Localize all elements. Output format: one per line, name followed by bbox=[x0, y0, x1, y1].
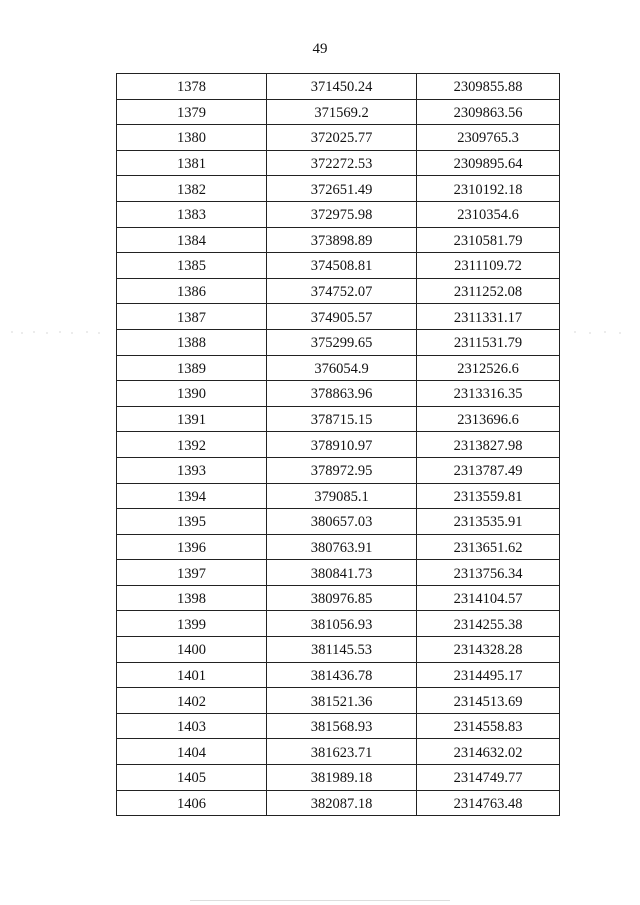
point-number-cell: 1398 bbox=[117, 585, 267, 611]
x-coordinate-cell: 380841.73 bbox=[267, 560, 417, 586]
y-coordinate-cell: 2314513.69 bbox=[417, 688, 560, 714]
y-coordinate-cell: 2310192.18 bbox=[417, 176, 560, 202]
point-number-cell: 1378 bbox=[117, 74, 267, 100]
y-coordinate-cell: 2310354.6 bbox=[417, 201, 560, 227]
point-number-cell: 1402 bbox=[117, 688, 267, 714]
table-row bbox=[117, 790, 560, 816]
y-coordinate-cell: 2309895.64 bbox=[417, 150, 560, 176]
point-number-cell: 1383 bbox=[117, 201, 267, 227]
scan-noise-graphic bbox=[0, 328, 640, 338]
x-coordinate-cell: 379085.1 bbox=[267, 483, 417, 509]
y-coordinate-cell: 2314749.77 bbox=[417, 765, 560, 791]
x-coordinate-cell: 380976.85 bbox=[267, 585, 417, 611]
x-coordinate-cell: 380763.91 bbox=[267, 534, 417, 560]
table-row bbox=[117, 227, 560, 253]
point-number-cell: 1386 bbox=[117, 278, 267, 304]
point-number-cell: 1396 bbox=[117, 534, 267, 560]
x-coordinate-cell: 374905.57 bbox=[267, 304, 417, 330]
y-coordinate-cell: 2314558.83 bbox=[417, 713, 560, 739]
y-coordinate-cell: 2313316.35 bbox=[417, 381, 560, 407]
y-coordinate-cell: 2313696.6 bbox=[417, 406, 560, 432]
point-number-cell: 1395 bbox=[117, 509, 267, 535]
x-coordinate-cell: 374508.81 bbox=[267, 253, 417, 279]
table-row bbox=[117, 406, 560, 432]
y-coordinate-cell: 2314495.17 bbox=[417, 662, 560, 688]
table-row bbox=[117, 637, 560, 663]
point-number-cell: 1397 bbox=[117, 560, 267, 586]
point-number-cell: 1401 bbox=[117, 662, 267, 688]
x-coordinate-cell: 372272.53 bbox=[267, 150, 417, 176]
point-number-cell: 1400 bbox=[117, 637, 267, 663]
x-coordinate-cell: 373898.89 bbox=[267, 227, 417, 253]
point-number-cell: 1379 bbox=[117, 99, 267, 125]
y-coordinate-cell: 2314104.57 bbox=[417, 585, 560, 611]
y-coordinate-cell: 2311109.72 bbox=[417, 253, 560, 279]
table-row bbox=[117, 534, 560, 560]
table-row bbox=[117, 483, 560, 509]
x-coordinate-cell: 381623.71 bbox=[267, 739, 417, 765]
x-coordinate-cell: 381989.18 bbox=[267, 765, 417, 791]
table-row bbox=[117, 99, 560, 125]
x-coordinate-cell: 378972.95 bbox=[267, 457, 417, 483]
point-number-cell: 1392 bbox=[117, 432, 267, 458]
table-row bbox=[117, 765, 560, 791]
x-coordinate-cell: 371569.2 bbox=[267, 99, 417, 125]
x-coordinate-cell: 374752.07 bbox=[267, 278, 417, 304]
x-coordinate-cell: 382087.18 bbox=[267, 790, 417, 816]
x-coordinate-cell: 380657.03 bbox=[267, 509, 417, 535]
table-row bbox=[117, 278, 560, 304]
y-coordinate-cell: 2309765.3 bbox=[417, 125, 560, 151]
x-coordinate-cell: 372651.49 bbox=[267, 176, 417, 202]
x-coordinate-cell: 381145.53 bbox=[267, 637, 417, 663]
point-number-cell: 1399 bbox=[117, 611, 267, 637]
table-row bbox=[117, 739, 560, 765]
y-coordinate-cell: 2313827.98 bbox=[417, 432, 560, 458]
point-number-cell: 1406 bbox=[117, 790, 267, 816]
point-number-cell: 1384 bbox=[117, 227, 267, 253]
table-row bbox=[117, 150, 560, 176]
x-coordinate-cell: 376054.9 bbox=[267, 355, 417, 381]
table-row bbox=[117, 201, 560, 227]
point-number-cell: 1394 bbox=[117, 483, 267, 509]
y-coordinate-cell: 2314632.02 bbox=[417, 739, 560, 765]
x-coordinate-cell: 381436.78 bbox=[267, 662, 417, 688]
y-coordinate-cell: 2309855.88 bbox=[417, 74, 560, 100]
x-coordinate-cell: 378715.15 bbox=[267, 406, 417, 432]
table-row bbox=[117, 662, 560, 688]
table-row bbox=[117, 355, 560, 381]
point-number-cell: 1391 bbox=[117, 406, 267, 432]
table-body bbox=[117, 74, 560, 816]
y-coordinate-cell: 2313787.49 bbox=[417, 457, 560, 483]
point-number-cell: 1388 bbox=[117, 329, 267, 355]
bottom-edge-line bbox=[190, 900, 450, 901]
y-coordinate-cell: 2313535.91 bbox=[417, 509, 560, 535]
y-coordinate-cell: 2311531.79 bbox=[417, 329, 560, 355]
y-coordinate-cell: 2312526.6 bbox=[417, 355, 560, 381]
table-row bbox=[117, 125, 560, 151]
point-number-cell: 1389 bbox=[117, 355, 267, 381]
table-row bbox=[117, 688, 560, 714]
point-number-cell: 1381 bbox=[117, 150, 267, 176]
point-number-cell: 1393 bbox=[117, 457, 267, 483]
y-coordinate-cell: 2314255.38 bbox=[417, 611, 560, 637]
point-number-cell: 1380 bbox=[117, 125, 267, 151]
table-row bbox=[117, 381, 560, 407]
point-number-cell: 1385 bbox=[117, 253, 267, 279]
table-row bbox=[117, 560, 560, 586]
table-row bbox=[117, 74, 560, 100]
y-coordinate-cell: 2311331.17 bbox=[417, 304, 560, 330]
x-coordinate-cell: 381521.36 bbox=[267, 688, 417, 714]
point-number-cell: 1390 bbox=[117, 381, 267, 407]
x-coordinate-cell: 381056.93 bbox=[267, 611, 417, 637]
coordinates-table bbox=[116, 73, 560, 816]
y-coordinate-cell: 2314763.48 bbox=[417, 790, 560, 816]
x-coordinate-cell: 378910.97 bbox=[267, 432, 417, 458]
point-number-cell: 1387 bbox=[117, 304, 267, 330]
scan-artifact bbox=[0, 325, 640, 335]
y-coordinate-cell: 2313559.81 bbox=[417, 483, 560, 509]
x-coordinate-cell: 375299.65 bbox=[267, 329, 417, 355]
y-coordinate-cell: 2310581.79 bbox=[417, 227, 560, 253]
x-coordinate-cell: 378863.96 bbox=[267, 381, 417, 407]
point-number-cell: 1404 bbox=[117, 739, 267, 765]
table-row bbox=[117, 176, 560, 202]
x-coordinate-cell: 372975.98 bbox=[267, 201, 417, 227]
point-number-cell: 1382 bbox=[117, 176, 267, 202]
table-row bbox=[117, 509, 560, 535]
y-coordinate-cell: 2313651.62 bbox=[417, 534, 560, 560]
y-coordinate-cell: 2313756.34 bbox=[417, 560, 560, 586]
point-number-cell: 1405 bbox=[117, 765, 267, 791]
table-row bbox=[117, 253, 560, 279]
table-row bbox=[117, 585, 560, 611]
table-row bbox=[117, 432, 560, 458]
table-row bbox=[117, 457, 560, 483]
x-coordinate-cell: 372025.77 bbox=[267, 125, 417, 151]
y-coordinate-cell: 2309863.56 bbox=[417, 99, 560, 125]
page-number: 49 bbox=[312, 41, 328, 57]
x-coordinate-cell: 381568.93 bbox=[267, 713, 417, 739]
x-coordinate-cell: 371450.24 bbox=[267, 74, 417, 100]
point-number-cell: 1403 bbox=[117, 713, 267, 739]
table-row bbox=[117, 713, 560, 739]
y-coordinate-cell: 2311252.08 bbox=[417, 278, 560, 304]
y-coordinate-cell: 2314328.28 bbox=[417, 637, 560, 663]
table-row bbox=[117, 611, 560, 637]
